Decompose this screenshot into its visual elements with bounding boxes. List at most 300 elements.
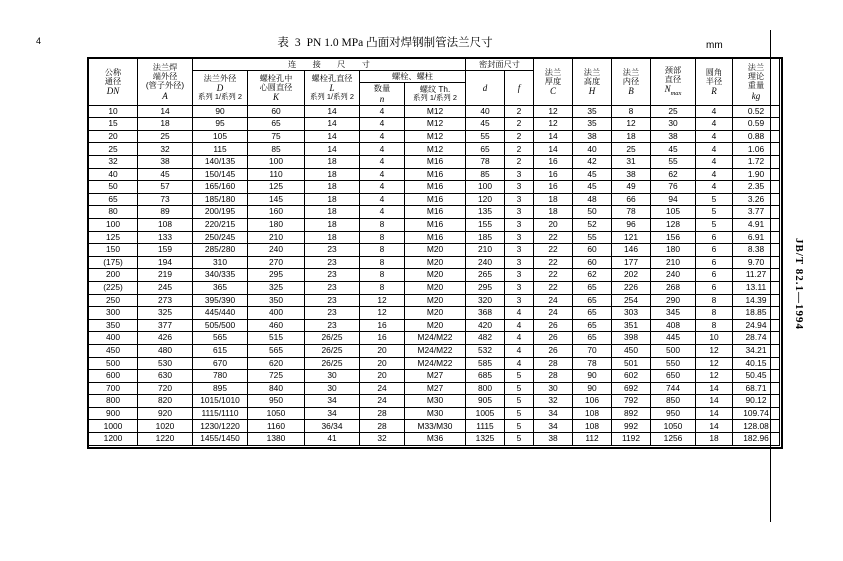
table-cell: 4 [360, 168, 405, 181]
table-cell: 2 [505, 143, 534, 156]
table-cell: 160 [248, 206, 305, 219]
table-cell: 5 [505, 420, 534, 433]
table-cell: 105 [193, 130, 248, 143]
table-cell: 89 [138, 206, 193, 219]
table-cell: 4 [360, 181, 405, 194]
table-cell: 16 [534, 168, 573, 181]
table-cell: 1380 [248, 433, 305, 446]
th-bolt-hole-diameter: 螺栓孔直径 L 系列 1/系列 2 [305, 71, 360, 105]
table-cell: 500 [89, 357, 138, 370]
table-cell: 18.85 [733, 307, 780, 320]
table-cell: 18 [305, 181, 360, 194]
table-cell: 10 [89, 105, 138, 118]
table-cell: 40 [466, 105, 505, 118]
table-cell: 400 [89, 332, 138, 345]
table-cell: M12 [405, 118, 466, 131]
table-cell: 515 [248, 332, 305, 345]
table-cell: 350 [89, 319, 138, 332]
table-cell: 22 [534, 231, 573, 244]
table-cell: 4 [505, 357, 534, 370]
table-cell: M16 [405, 181, 466, 194]
table-cell: 0.52 [733, 105, 780, 118]
table-cell: 185 [466, 231, 505, 244]
table-cell: 273 [138, 294, 193, 307]
table-cell: 3 [505, 244, 534, 257]
table-cell: 4 [505, 332, 534, 345]
table-cell: 8 [360, 231, 405, 244]
th-weight: 法兰 理论 重量 kg [733, 59, 780, 106]
table-cell: 5 [505, 370, 534, 383]
table-row [89, 231, 780, 244]
table-cell: 900 [89, 407, 138, 420]
table-cell: 325 [248, 281, 305, 294]
table-cell: 2 [505, 105, 534, 118]
table-cell: 85 [466, 168, 505, 181]
table-cell: (175) [89, 256, 138, 269]
table-cell: 12 [360, 307, 405, 320]
table-cell: 18 [305, 156, 360, 169]
table-cell: M20 [405, 256, 466, 269]
table-cell: 32 [138, 143, 193, 156]
table-cell: 351 [612, 319, 651, 332]
table-row [89, 407, 780, 420]
table-cell: 6 [696, 281, 733, 294]
table-header [89, 59, 780, 106]
table-cell: 4 [360, 206, 405, 219]
table-cell: 120 [466, 193, 505, 206]
table-cell: 14 [305, 130, 360, 143]
table-cell: 34 [305, 407, 360, 420]
table-cell: 109.74 [733, 407, 780, 420]
table-cell: 14 [696, 407, 733, 420]
table-cell: 8 [360, 218, 405, 231]
table-cell: 32 [534, 395, 573, 408]
table-cell: 692 [612, 382, 651, 395]
table-row [89, 181, 780, 194]
table-cell: 8 [360, 269, 405, 282]
table-cell: 30 [534, 382, 573, 395]
table-cell: 16 [534, 181, 573, 194]
table-cell: 365 [193, 281, 248, 294]
table-cell: 14 [534, 143, 573, 156]
table-cell: 5 [696, 206, 733, 219]
table-cell: 270 [248, 256, 305, 269]
table-cell: 250 [89, 294, 138, 307]
table-cell: M27 [405, 382, 466, 395]
table-cell: 14.39 [733, 294, 780, 307]
table-row [89, 319, 780, 332]
table-cell: 125 [89, 231, 138, 244]
table-cell: 18 [534, 206, 573, 219]
table-cell: 4 [696, 105, 733, 118]
table-cell: 6.91 [733, 231, 780, 244]
table-cell: 55 [466, 130, 505, 143]
table-cell: M16 [405, 156, 466, 169]
table-cell: M20 [405, 319, 466, 332]
table-row [89, 357, 780, 370]
table-row [89, 344, 780, 357]
table-cell: 125 [248, 181, 305, 194]
table-cell: 60 [573, 244, 612, 257]
table-cell: 1005 [466, 407, 505, 420]
table-cell: 1050 [651, 420, 696, 433]
table-cell: 5 [505, 395, 534, 408]
table-cell: 55 [573, 231, 612, 244]
table-cell: 40 [89, 168, 138, 181]
table-cell: 1220 [138, 433, 193, 446]
table-cell: 70 [573, 344, 612, 357]
table-cell: 16 [360, 332, 405, 345]
table-cell: M20 [405, 294, 466, 307]
table-cell: 26/25 [305, 332, 360, 345]
table-cell: 1115 [466, 420, 505, 433]
table-cell: 60 [248, 105, 305, 118]
table-cell: 530 [138, 357, 193, 370]
table-cell: 6 [696, 256, 733, 269]
table-cell: 65 [573, 294, 612, 307]
table-cell: 8 [360, 244, 405, 257]
table-title-label: 表 [277, 37, 289, 49]
table-cell: 426 [138, 332, 193, 345]
table-cell: 6 [696, 269, 733, 282]
table-cell: 14 [696, 395, 733, 408]
table-cell: 60 [573, 256, 612, 269]
table-body [89, 105, 780, 445]
table-cell: 5 [696, 218, 733, 231]
table-cell: 650 [651, 370, 696, 383]
table-cell: 482 [466, 332, 505, 345]
table-cell: 400 [248, 307, 305, 320]
table-cell: 75 [248, 130, 305, 143]
table-cell: 3 [505, 294, 534, 307]
table-cell: 5 [505, 433, 534, 446]
table-cell: 11.27 [733, 269, 780, 282]
table-cell: 18 [612, 130, 651, 143]
table-cell: 720 [138, 382, 193, 395]
table-cell: 1192 [612, 433, 651, 446]
table-cell: 3 [505, 281, 534, 294]
table-cell: 345 [651, 307, 696, 320]
table-cell: 100 [248, 156, 305, 169]
table-row [89, 130, 780, 143]
table-cell: 303 [612, 307, 651, 320]
table-cell: 165/160 [193, 181, 248, 194]
table-cell: 3 [505, 206, 534, 219]
table-cell: 22 [534, 244, 573, 257]
table-cell: 800 [89, 395, 138, 408]
th-bore: 法兰 内径 B [612, 59, 651, 106]
table-cell: 700 [89, 382, 138, 395]
table-cell: 65 [248, 118, 305, 131]
table-cell: 25 [138, 130, 193, 143]
table-cell: 501 [612, 357, 651, 370]
table-cell: 22 [534, 281, 573, 294]
table-cell: 34 [534, 420, 573, 433]
table-cell: 445/440 [193, 307, 248, 320]
table-cell: 31 [612, 156, 651, 169]
table-cell: 268 [651, 281, 696, 294]
table-cell: 1.06 [733, 143, 780, 156]
table-cell: M30 [405, 395, 466, 408]
table-cell: 45 [573, 181, 612, 194]
table-cell: 3 [505, 168, 534, 181]
table-cell: 78 [612, 206, 651, 219]
table-cell: 840 [248, 382, 305, 395]
table-cell: 3 [505, 269, 534, 282]
table-cell: 5 [505, 407, 534, 420]
page-number: 4 [36, 36, 42, 46]
th-neck-diameter: 颈部 直径 $N_{max}$ [651, 59, 696, 106]
table-cell: 1455/1450 [193, 433, 248, 446]
table-cell: 310 [193, 256, 248, 269]
table-cell: 14 [534, 130, 573, 143]
table-cell: 180 [248, 218, 305, 231]
table-cell: 9.70 [733, 256, 780, 269]
table-cell: 32 [360, 433, 405, 446]
table-cell: 45 [466, 118, 505, 131]
table-cell: 24 [360, 382, 405, 395]
table-cell: M20 [405, 281, 466, 294]
table-cell: 73 [138, 193, 193, 206]
table-row [89, 370, 780, 383]
table-cell: 792 [612, 395, 651, 408]
table-cell: 90 [573, 370, 612, 383]
table-cell: 18 [305, 218, 360, 231]
table-cell: 65 [89, 193, 138, 206]
table-cell: M16 [405, 231, 466, 244]
table-row [89, 218, 780, 231]
table-cell: 265 [466, 269, 505, 282]
table-cell: 42 [573, 156, 612, 169]
table-row [89, 420, 780, 433]
table-cell: 26 [534, 319, 573, 332]
table-title [0, 34, 770, 50]
table-row [89, 332, 780, 345]
table-cell: 12 [696, 357, 733, 370]
unit-label: mm [706, 40, 723, 51]
table-cell: 121 [612, 231, 651, 244]
table-cell: 3 [505, 231, 534, 244]
table-cell: 66 [612, 193, 651, 206]
table-cell: M12 [405, 143, 466, 156]
table-cell: 3 [505, 181, 534, 194]
table-cell: M16 [405, 218, 466, 231]
th-height: 法兰 高度 H [573, 59, 612, 106]
table-cell: 210 [651, 256, 696, 269]
table-cell: 18 [305, 168, 360, 181]
table-cell: 25 [612, 143, 651, 156]
table-cell: 5 [696, 193, 733, 206]
table-cell: 565 [193, 332, 248, 345]
table-cell: 180 [651, 244, 696, 257]
table-cell: M20 [405, 244, 466, 257]
table-cell: 194 [138, 256, 193, 269]
table-cell: 80 [89, 206, 138, 219]
table-cell: 1050 [248, 407, 305, 420]
table-cell: 35 [573, 118, 612, 131]
table-cell: 34 [534, 407, 573, 420]
table-cell: 4 [505, 344, 534, 357]
table-cell: 500 [651, 344, 696, 357]
table-cell: 1020 [138, 420, 193, 433]
table-cell: M16 [405, 193, 466, 206]
table-cell: 4 [360, 105, 405, 118]
table-cell: 602 [612, 370, 651, 383]
table-cell: 8 [360, 281, 405, 294]
table-cell: 135 [466, 206, 505, 219]
table-cell: 2.35 [733, 181, 780, 194]
table-cell: 4 [696, 143, 733, 156]
table-title-number: 3 [294, 37, 301, 49]
table-cell: 48 [573, 193, 612, 206]
table-cell: 480 [138, 344, 193, 357]
table-cell: 38 [573, 130, 612, 143]
th-thickness: 法兰 厚度 C [534, 59, 573, 106]
table-cell: 26/25 [305, 357, 360, 370]
table-cell: 28 [360, 407, 405, 420]
table-cell: 90 [193, 105, 248, 118]
table-cell: 895 [193, 382, 248, 395]
table-cell: 112 [573, 433, 612, 446]
table-cell: 68.71 [733, 382, 780, 395]
table-cell: 78 [466, 156, 505, 169]
table-cell: 240 [248, 244, 305, 257]
table-cell: 50 [573, 206, 612, 219]
table-cell: M12 [405, 105, 466, 118]
table-cell: 350 [248, 294, 305, 307]
table-cell: 150 [89, 244, 138, 257]
table-cell: 65 [466, 143, 505, 156]
table-row [89, 256, 780, 269]
table-cell: 24.94 [733, 319, 780, 332]
th-bolt-thread: 螺纹 Th. 系列 1/系列 2 [405, 83, 466, 105]
table-cell: 50.45 [733, 370, 780, 383]
table-cell: 210 [466, 244, 505, 257]
table-cell: 950 [651, 407, 696, 420]
th-bolt-count: 数量 n [360, 83, 405, 105]
table-cell: 240 [651, 269, 696, 282]
table-cell: 725 [248, 370, 305, 383]
table-cell: 4 [696, 156, 733, 169]
table-cell: M16 [405, 168, 466, 181]
table-cell: M24/M22 [405, 357, 466, 370]
table-cell: M16 [405, 206, 466, 219]
table-cell: 16 [360, 319, 405, 332]
table-cell: 100 [466, 181, 505, 194]
table-cell: 90.12 [733, 395, 780, 408]
table-cell: 220/215 [193, 218, 248, 231]
table-cell: 40.15 [733, 357, 780, 370]
table-cell: 10 [696, 332, 733, 345]
table-cell: 4 [360, 156, 405, 169]
table-row [89, 281, 780, 294]
table-cell: 38 [651, 130, 696, 143]
table-cell: 0.88 [733, 130, 780, 143]
table-cell: 128.08 [733, 420, 780, 433]
table-cell: 820 [138, 395, 193, 408]
table-cell: 445 [651, 332, 696, 345]
table-cell: 3 [505, 256, 534, 269]
table-cell: 0.59 [733, 118, 780, 131]
table-cell: 4 [505, 319, 534, 332]
table-cell: 395/390 [193, 294, 248, 307]
table-cell: 950 [248, 395, 305, 408]
table-row [89, 156, 780, 169]
table-cell: 110 [248, 168, 305, 181]
table-cell: 30 [305, 370, 360, 383]
table-cell: 18 [534, 193, 573, 206]
table-row [89, 294, 780, 307]
table-cell: M12 [405, 130, 466, 143]
table-cell: 12 [534, 105, 573, 118]
table-cell: M20 [405, 307, 466, 320]
table-cell: 377 [138, 319, 193, 332]
table-cell: 177 [612, 256, 651, 269]
table-row [89, 382, 780, 395]
table-cell: 24 [534, 307, 573, 320]
table-cell: 240 [466, 256, 505, 269]
table-cell: 108 [573, 407, 612, 420]
table-cell: 45 [651, 143, 696, 156]
table-cell: 12 [360, 294, 405, 307]
table-cell: 20 [360, 370, 405, 383]
table-cell: 8 [360, 256, 405, 269]
table-cell: 133 [138, 231, 193, 244]
table-cell: 408 [651, 319, 696, 332]
table-cell: 4 [505, 307, 534, 320]
table-cell: 3 [505, 193, 534, 206]
table-cell: 450 [89, 344, 138, 357]
table-cell: 28 [534, 370, 573, 383]
table-cell: M36 [405, 433, 466, 446]
table-cell: 20 [89, 130, 138, 143]
table-cell: 38 [612, 168, 651, 181]
table-cell: 145 [248, 193, 305, 206]
table-cell: 36/34 [305, 420, 360, 433]
table-cell: 34 [305, 395, 360, 408]
table-cell: 744 [651, 382, 696, 395]
table-cell: 57 [138, 181, 193, 194]
table-cell: 2 [505, 156, 534, 169]
table-cell: 12 [696, 344, 733, 357]
th-dn: 公称 通径 DN [89, 59, 138, 106]
table-cell: 22 [534, 256, 573, 269]
table-cell: 14 [696, 420, 733, 433]
table-row [89, 244, 780, 257]
table-cell: 14 [138, 105, 193, 118]
table-cell: 685 [466, 370, 505, 383]
table-cell: 28 [360, 420, 405, 433]
table-cell: 23 [305, 269, 360, 282]
table-cell: 115 [193, 143, 248, 156]
table-cell: 295 [466, 281, 505, 294]
th-seal-f: f [505, 71, 534, 105]
table-cell: 325 [138, 307, 193, 320]
th-bolt-circle: 螺栓孔中 心圆直径 K [248, 71, 305, 105]
table-cell: 780 [193, 370, 248, 383]
table-cell: M24/M22 [405, 332, 466, 345]
th-bolts-group: 螺栓、螺柱 [360, 71, 466, 83]
table-cell: 8 [696, 319, 733, 332]
table-cell: 28 [534, 357, 573, 370]
table-cell: 65 [573, 281, 612, 294]
table-cell: 920 [138, 407, 193, 420]
table-cell: 254 [612, 294, 651, 307]
table-cell: 250/245 [193, 231, 248, 244]
table-cell: 800 [466, 382, 505, 395]
table-cell: 16 [534, 156, 573, 169]
table-cell: 4.91 [733, 218, 780, 231]
